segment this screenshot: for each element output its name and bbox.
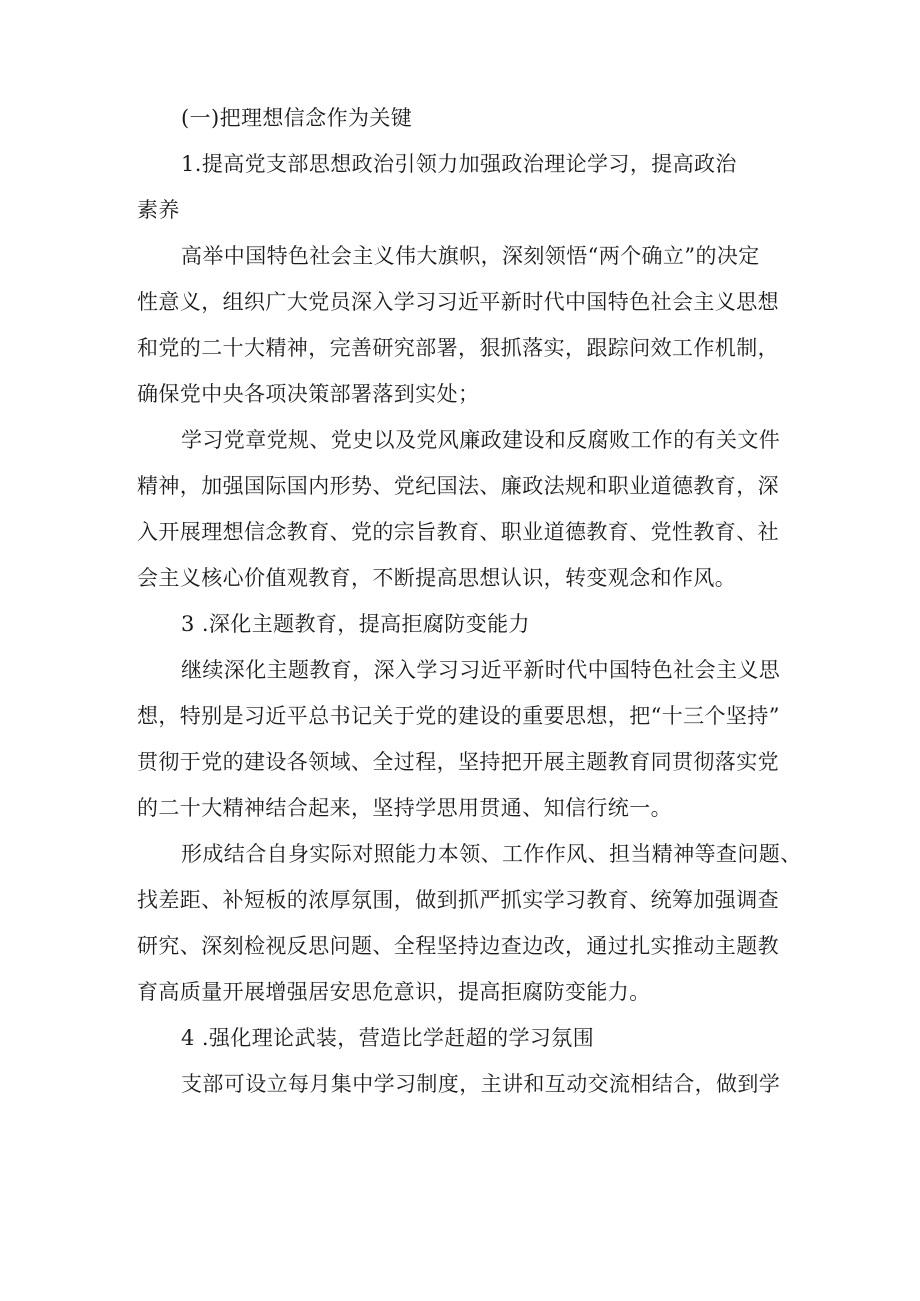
paragraph-5 — [137, 1061, 797, 1107]
paragraph-4 — [137, 831, 802, 1015]
paragraph-line: 继续深化主题教育，深入学习习近平新时代中国特色社会主义思 — [181, 658, 781, 682]
document-body — [137, 95, 802, 1107]
paragraph-line: 贯彻于党的建设各领域、全过程，坚持把开展主题教育同贯彻落实党 — [137, 750, 779, 774]
paragraph-line: 找差距、补短板的浓厚氛围，做到抓严抓实学习教育、统筹加强调查 — [137, 888, 779, 912]
paragraph-line: 支部可设立每月集中学习制度，主讲和互动交流相结合，做到学 — [181, 1072, 781, 1096]
paragraph-line: 研究、深刻检视反思问题、全程坚持边查边改，通过扎实推动主题教 — [137, 934, 779, 958]
section-heading: (一)把理想信念作为关键 — [181, 106, 413, 130]
item3-heading: 3 .深化主题教育，提高拒腐防变能力 — [181, 612, 530, 636]
paragraph-line: 性意义，组织广大党员深入学习习近平新时代中国特色社会主义思想 — [137, 290, 779, 314]
paragraph-3 — [137, 647, 797, 831]
paragraph-line: 形成结合自身实际对照能力本领、工作作风、担当精神等查问题、 — [181, 842, 802, 866]
paragraph-1 — [137, 233, 797, 417]
item1-heading-line1: 1.提高党支部思想政治引领力加强政治理论学习，提高政治 — [181, 152, 737, 176]
paragraph-line: 会主义核心价值观教育，不断提高思想认识，转变观念和作风。 — [137, 566, 737, 590]
paragraph-line: 入开展理想信念教育、党的宗旨教育、职业道德教育、党性教育、社 — [137, 520, 779, 544]
paragraph-line: 育高质量开展增强居安思危意识，提高拒腐防变能力。 — [137, 980, 651, 1004]
paragraph-line: 精神，加强国际国内形势、党纪国法、廉政法规和职业道德教育，深 — [137, 474, 779, 498]
item4-heading: 4 .强化理论武装，营造比学赶超的学习氛围 — [181, 1026, 595, 1050]
paragraph-line: 想，特别是习近平总书记关于党的建设的重要思想，把“十三个坚持” — [137, 704, 780, 728]
paragraph-line: 的二十大精神结合起来，坚持学思用贯通、知信行统一。 — [137, 796, 672, 820]
item1-heading-line2: 素养 — [137, 198, 180, 222]
paragraph-line: 学习党章党规、党史以及党风廉政建设和反腐败工作的有关文件 — [181, 428, 781, 452]
paragraph-line: 高举中国特色社会主义伟大旗帜，深刻领悟“两个确立”的决定 — [181, 244, 760, 268]
paragraph-line: 和党的二十大精神，完善研究部署，狠抓落实，跟踪问效工作机制， — [137, 336, 779, 360]
paragraph-2 — [137, 417, 797, 601]
paragraph-line: 确保党中央各项决策部署落到实处； — [137, 382, 480, 406]
